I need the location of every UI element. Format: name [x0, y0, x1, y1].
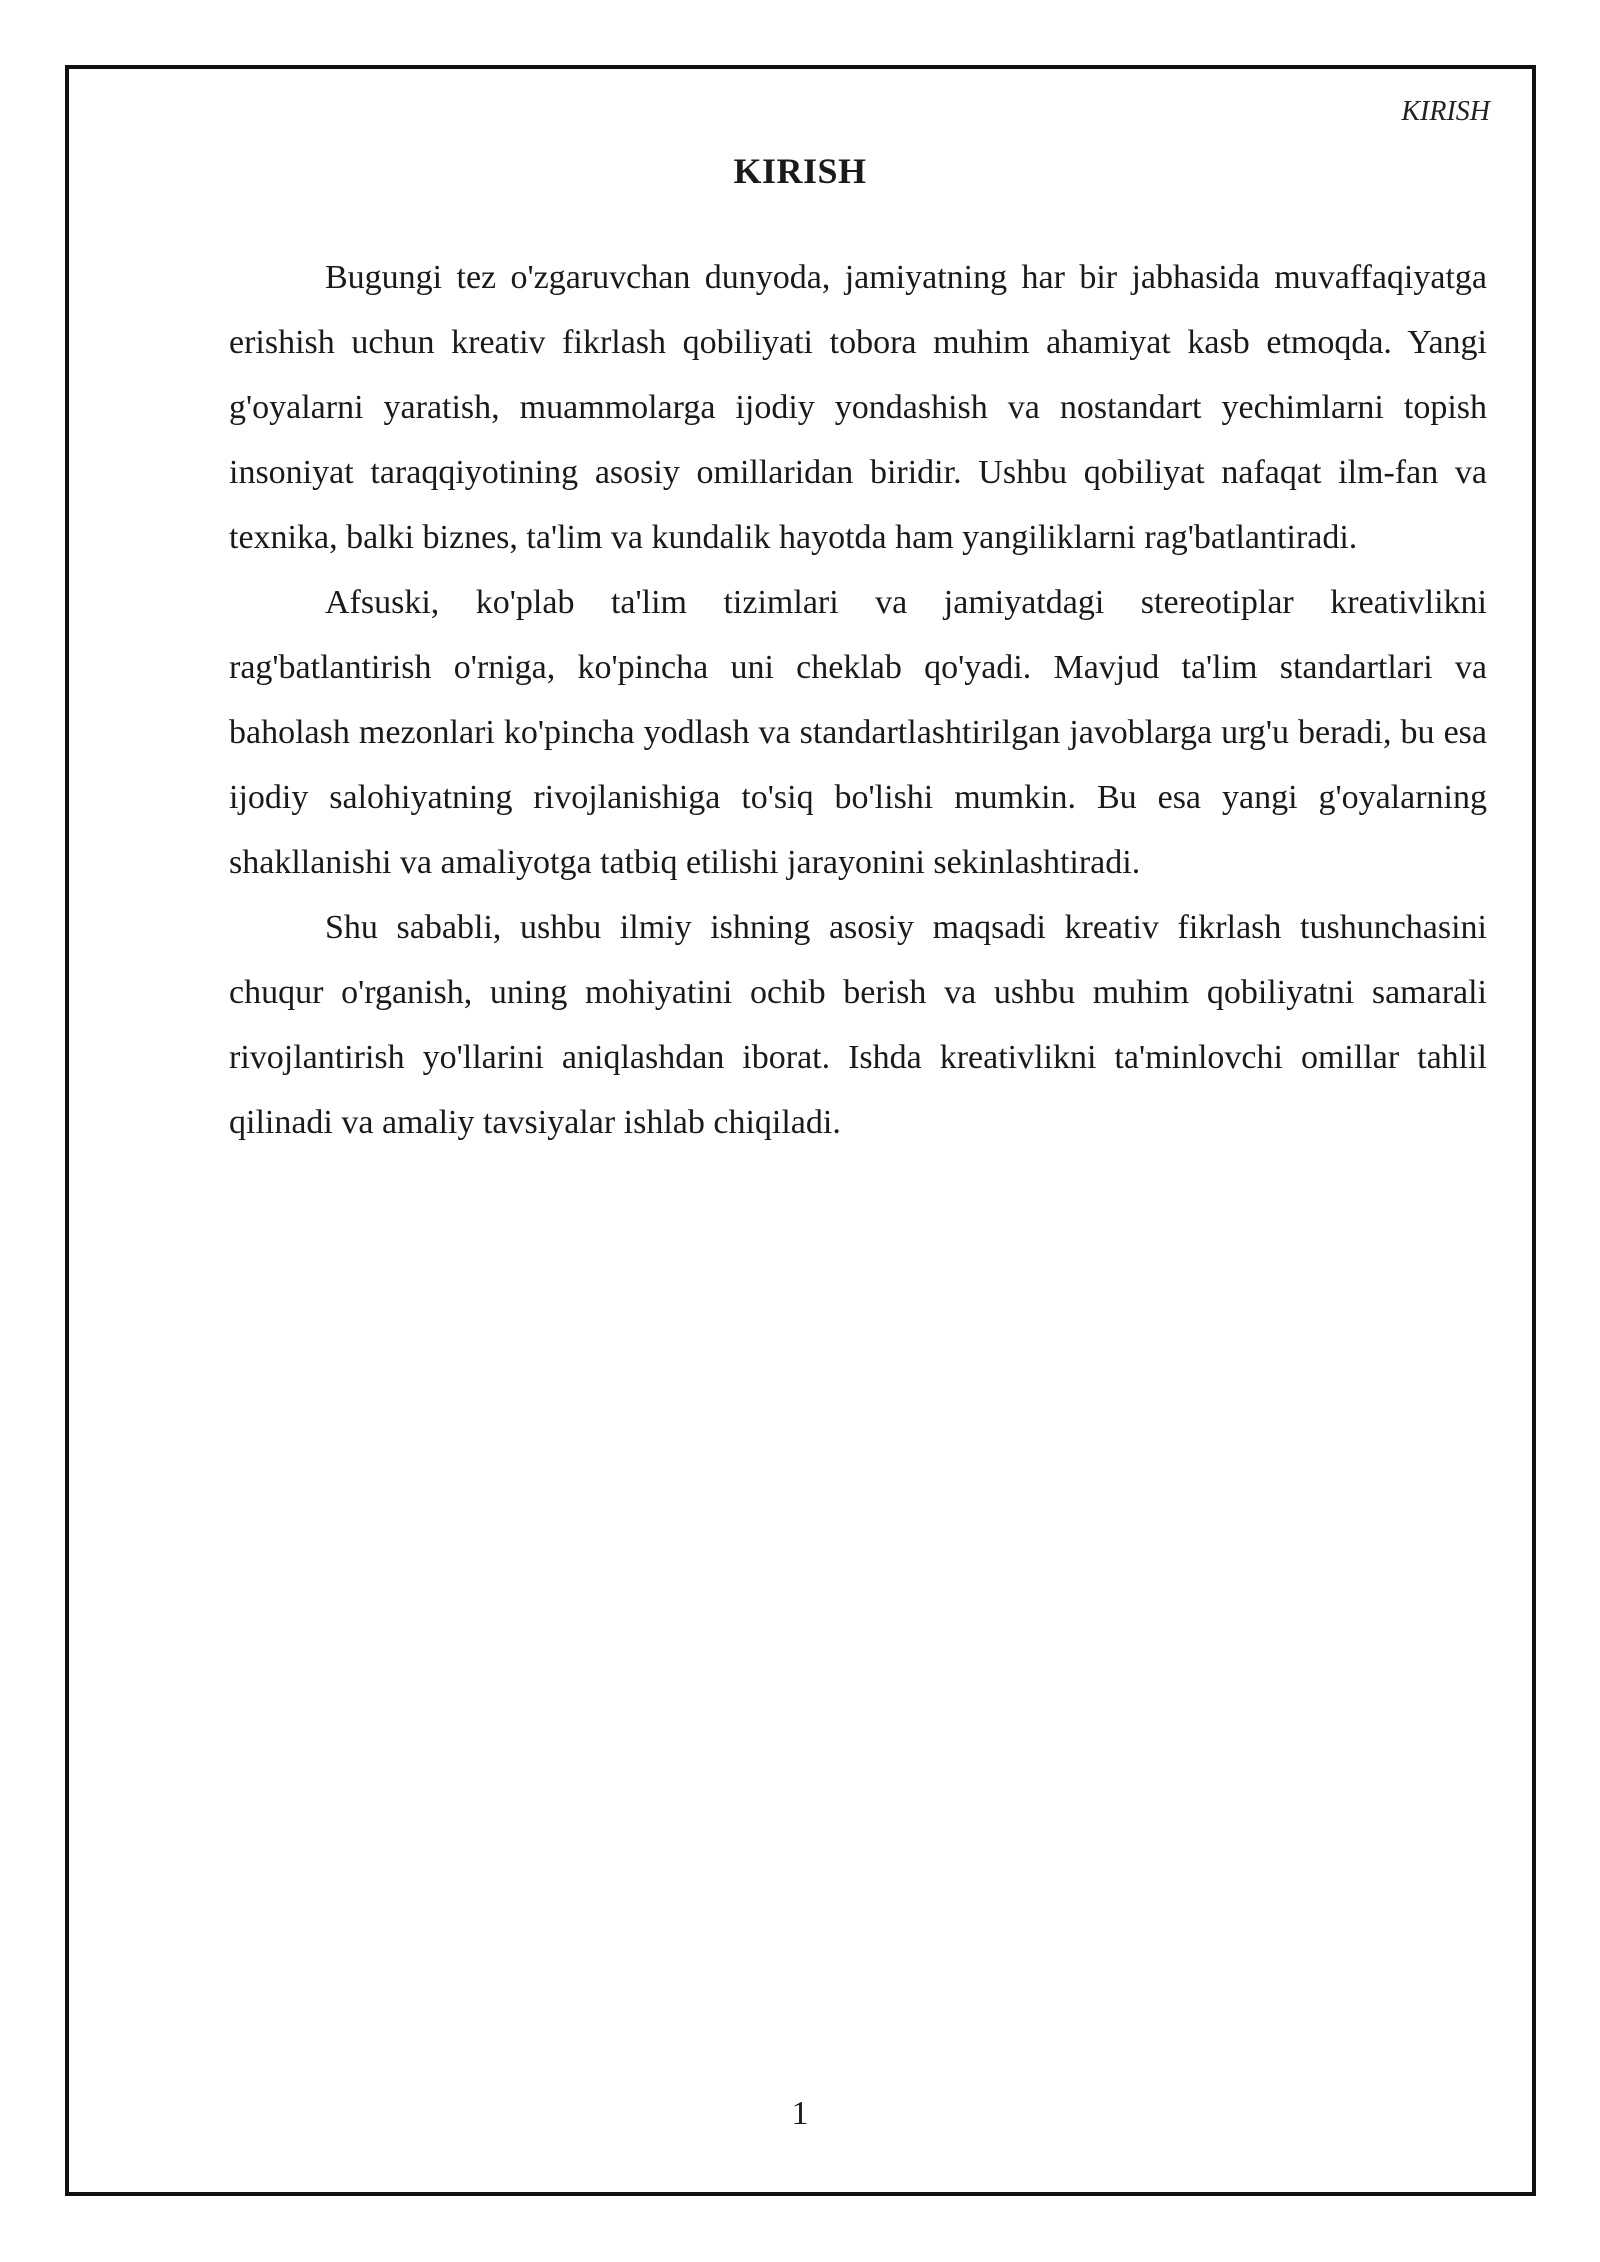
page-number: 1 — [791, 2095, 809, 2132]
body-text — [229, 245, 1487, 1155]
section-title: KIRISH — [733, 151, 867, 191]
running-header: KIRISH — [1401, 96, 1490, 127]
paragraph-2: Afsuski, ko'plab ta'lim tizimlari va jamiyatdagi stereotiplar kreativlikni rag'batlantirish o'rniga, ko'pincha uni cheklab qo'yadi. Mavjud ta'lim standartlari va baholash mezonlari ko'pincha yodlash va standartlashtirilgan javoblarga urg'u beradi, bu esa ijodiy salohiyatning rivojlanishiga to'siq bo'lishi mumkin. Bu esa yangi g'oyalarning shakllanishi va amaliyotga tatbiq etilishi jarayonini sekinlashtiradi. — [229, 584, 1487, 881]
paragraph-3: Shu sababli, ushbu ilmiy ishning asosiy maqsadi kreativ fikrlash tushunchasini chuqur o'rganish, uning mohiyatini ochib berish va ushbu muhim qobiliyatni samarali rivojlantirish yo'llarini aniqlashdan iborat. Ishda kreativlikni ta'minlovchi omillar tahlil qilinadi va amaliy tavsiyalar ishlab chiqiladi. — [229, 909, 1487, 1141]
paragraph-1: Bugungi tez o'zgaruvchan dunyoda, jamiyatning har bir jabhasida muvaffaqiyatga erishish uchun kreativ fikrlash qobiliyati tobora muhim ahamiyat kasb etmoqda. Yangi g'oyalarni yaratish, muammolarga ijodiy yondashish va nostandart yechimlarni topish insoniyat taraqqiyotining asosiy omillaridan biridir. Ushbu qobiliyat nafaqat ilm-fan va texnika, balki biznes, ta'lim va kundalik hayotda ham yangiliklarni rag'batlantiradi. — [229, 259, 1487, 556]
